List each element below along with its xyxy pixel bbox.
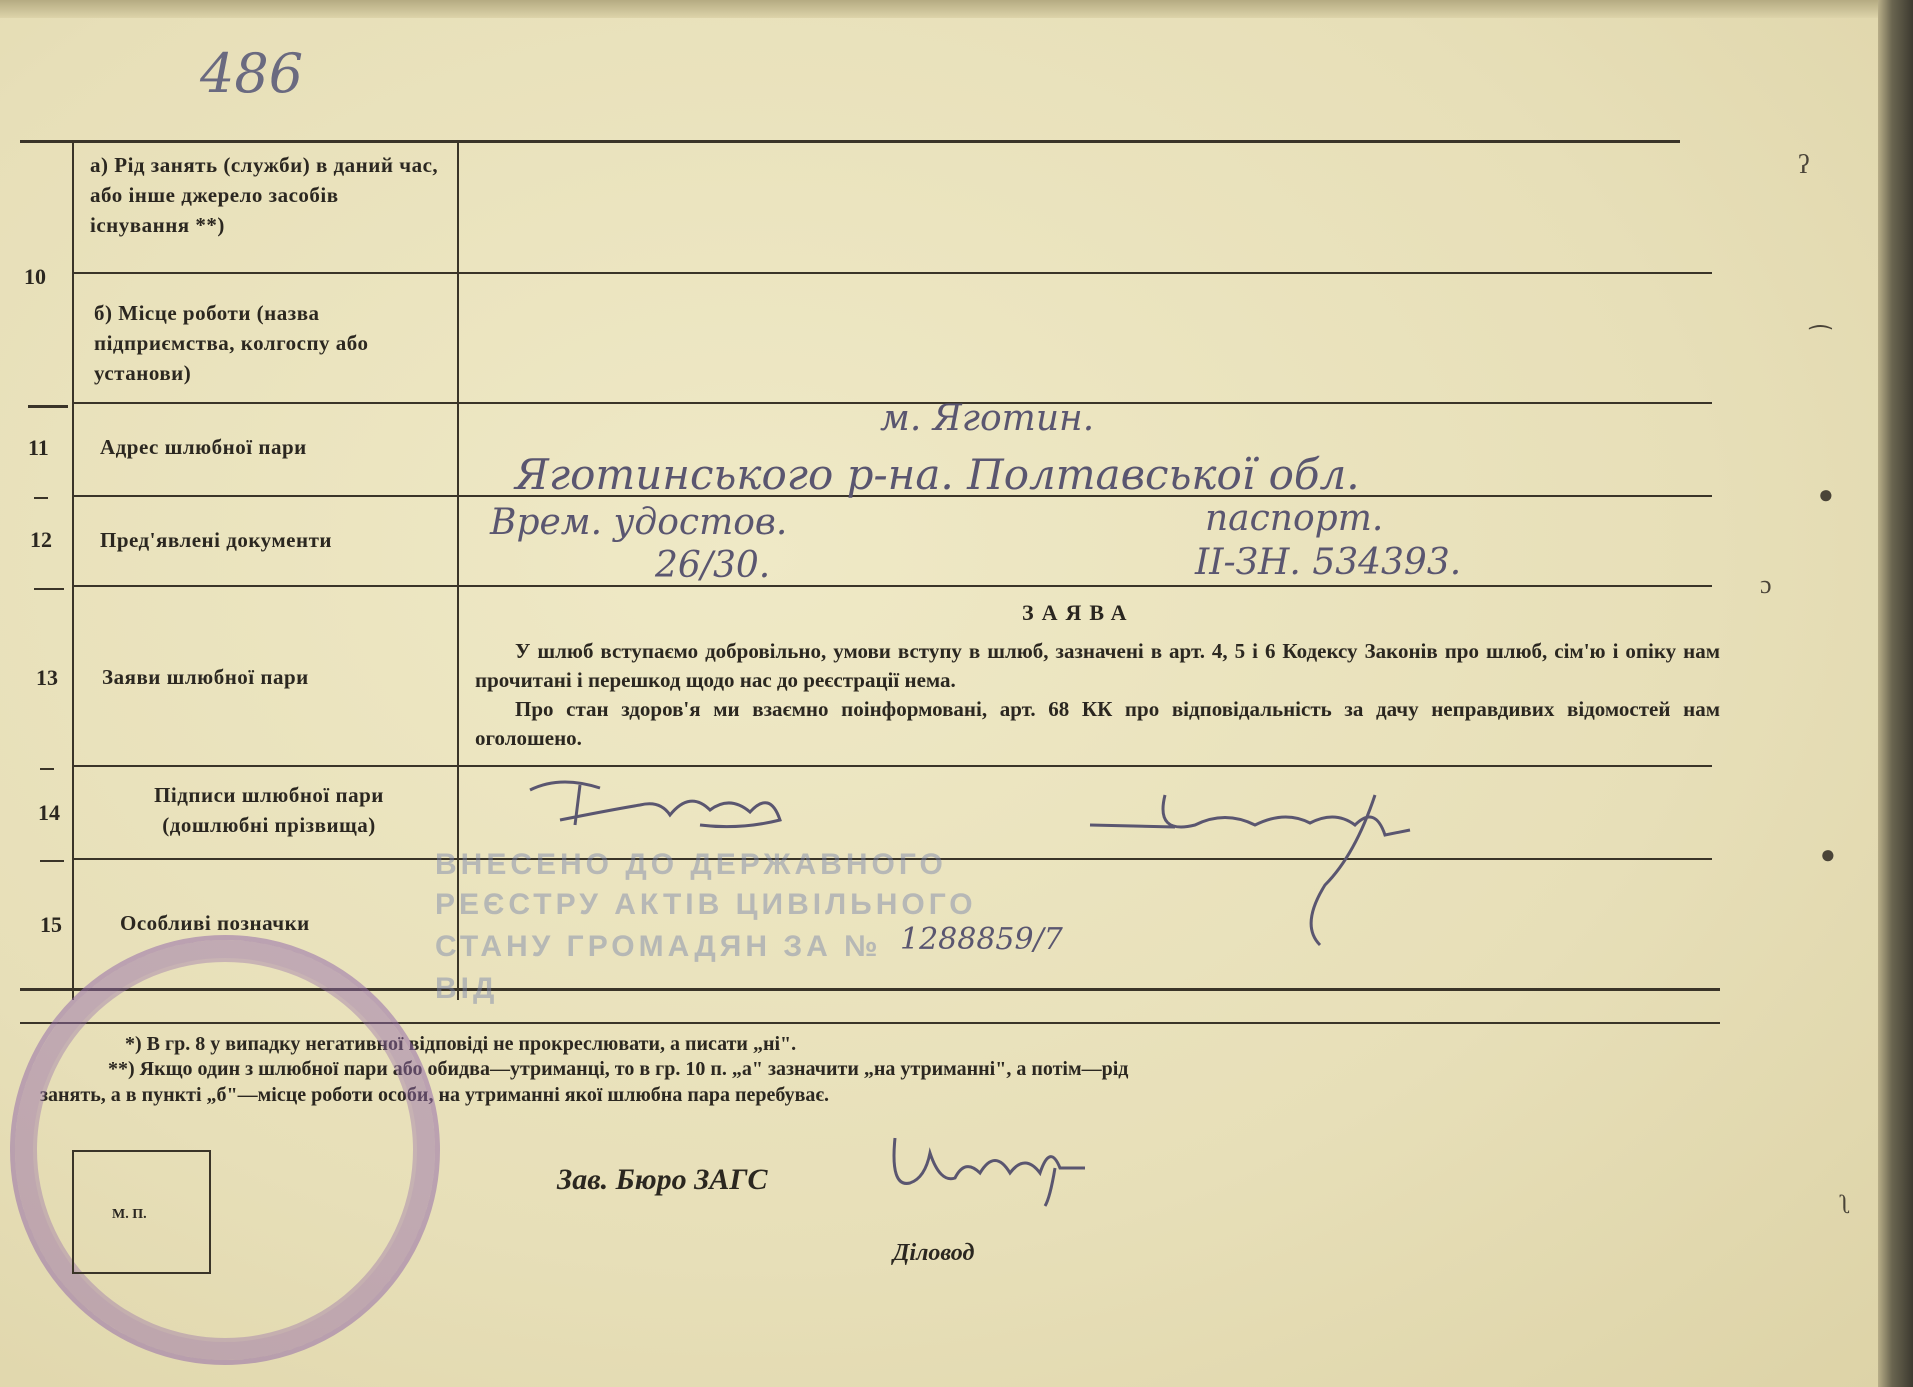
document-left-line-1: Врем. удостов. bbox=[490, 502, 788, 543]
row-number-10: 10 bbox=[24, 264, 46, 289]
row-number-11: 11 bbox=[28, 435, 49, 460]
seal-place-label: М. П. bbox=[112, 1207, 147, 1222]
margin-dash bbox=[34, 588, 64, 590]
row10a-sep bbox=[72, 272, 1712, 274]
address-line-1: м. Яготин. bbox=[880, 398, 1095, 439]
signature-groom bbox=[1085, 775, 1415, 955]
margin-dash bbox=[28, 405, 68, 408]
row-13-label: Заяви шлюбної пари bbox=[102, 665, 309, 689]
statement-paragraph-1: У шлюб вступаємо добровільно, умови вступу в шлюб, зазначені в арт. 4, 5 і 6 Кодексу Законів про шлюб, сім'ю і опіку нам прочитані і перешкод щодо нас до реєстрації нема. bbox=[475, 639, 1720, 692]
document-right-line-1: паспорт. bbox=[1205, 498, 1384, 539]
table-top-line bbox=[20, 140, 1680, 143]
document-right-line-2: II-ЗН. 534393. bbox=[1195, 542, 1462, 583]
margin-dash bbox=[40, 768, 54, 770]
row-number-15: 15 bbox=[40, 912, 62, 937]
signature-bride bbox=[520, 770, 800, 840]
row-10b-label: б) Місце роботи (назва підприємства, колгоспу або установи) bbox=[94, 301, 369, 385]
row12-sep bbox=[72, 585, 1712, 587]
row-number-13: 13 bbox=[36, 665, 58, 690]
special-notes-value: 1288859/7 bbox=[900, 922, 1063, 957]
row-number-14: 14 bbox=[38, 800, 60, 825]
footnote-2: **) Якщо один з шлюбної пари або обидва—утриманці, то в гр. 10 п. „а" зазначити „на утриманні", а потім—рід bbox=[108, 1058, 1129, 1080]
row-14-label: Підписи шлюбної пари (дошлюбні прізвища) bbox=[154, 783, 384, 837]
row13-sep bbox=[72, 765, 1712, 767]
margin-dash bbox=[34, 497, 48, 499]
registry-stamp-line-3: СТАНУ ГРОМАДЯН ЗА № bbox=[435, 930, 882, 963]
clerk-label: Діловод bbox=[893, 1240, 975, 1266]
statement-title: ЗАЯВА bbox=[1022, 600, 1135, 625]
footnote-1: *) В гр. 8 у випадку негативної відповіді не прокреслювати, а писати „ні". bbox=[125, 1033, 797, 1055]
row-11-label: Адрес шлюбної пари bbox=[100, 435, 307, 459]
registry-stamp-line-2: РЕЄСТРУ АКТІВ ЦИВІЛЬНОГО bbox=[435, 888, 977, 921]
row-number-12: 12 bbox=[30, 527, 52, 552]
row-15-label: Особливі позначки bbox=[120, 911, 310, 935]
page-number: 486 bbox=[200, 42, 304, 105]
head-of-registry-label: Зав. Бюро ЗАГС bbox=[557, 1163, 768, 1196]
registry-stamp-line-1: ВНЕСЕНО ДО ДЕРЖАВНОГО bbox=[435, 848, 947, 881]
page-top-edge bbox=[0, 0, 1913, 18]
address-line-2: Яготинського р-на. Полтавської обл. bbox=[515, 450, 1360, 499]
registry-stamp-line-4: ВІД bbox=[435, 972, 499, 1005]
margin-dash bbox=[40, 860, 64, 862]
row-12-label: Пред'явлені документи bbox=[100, 528, 333, 552]
page-right-edge bbox=[1878, 0, 1913, 1387]
table-col1-line bbox=[72, 140, 74, 1000]
row-10a-label: а) Рід занять (служби) в даний час, або інше джерело засобів існування **) bbox=[90, 153, 439, 237]
signature-head bbox=[885, 1128, 1105, 1208]
statement-paragraph-2: Про стан здоров'я ми взаємно поінформовані, арт. 68 КК про відповідальність за дачу неправдивих відомостей нам оголошено. bbox=[475, 697, 1720, 750]
footnote-3: занять, а в пункті „б"—місце роботи особи, на утриманні якої шлюбна пара перебуває. bbox=[40, 1084, 830, 1106]
document-left-line-2: 26/30. bbox=[655, 545, 771, 586]
